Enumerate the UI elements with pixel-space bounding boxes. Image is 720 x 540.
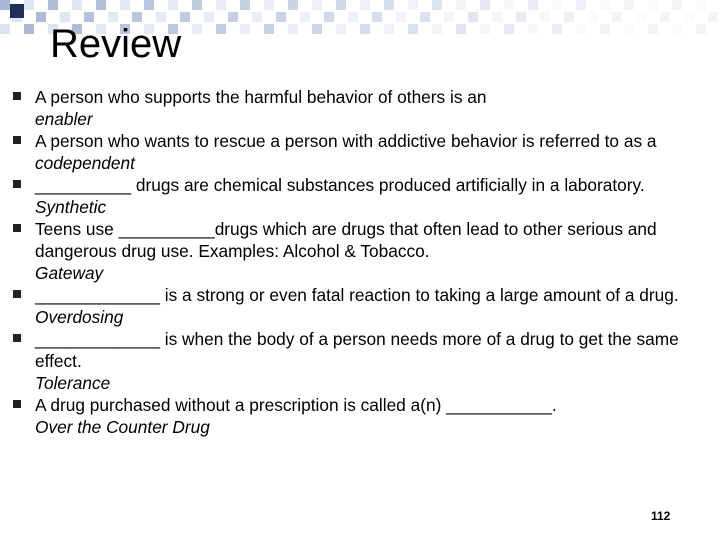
list-item: [0, 218, 720, 284]
question-text: __________ drugs are chemical substances produced artificially in a laboratory.: [35, 175, 645, 195]
answer-text: codependent: [35, 153, 135, 173]
answer-text: Over the Counter Drug: [35, 417, 210, 437]
square-bullet-icon: [13, 290, 21, 298]
slide-title: Review: [50, 22, 182, 66]
answer-text: Gateway: [35, 263, 104, 283]
list-item: [0, 394, 720, 438]
question-text: A person who supports the harmful behavior of others is an: [35, 87, 487, 107]
square-bullet-icon: [13, 180, 21, 188]
answer-text: Synthetic: [35, 197, 107, 217]
square-bullet-icon: [13, 334, 21, 342]
square-bullet-icon: [13, 136, 21, 144]
list-item: [0, 130, 720, 174]
list-item: [0, 328, 720, 394]
answer-text: Overdosing: [35, 307, 124, 327]
square-bullet-icon: [13, 92, 21, 100]
question-text: Teens use __________drugs which are drugs that often lead to other serious and dangerous drug use. Examples: Alcohol & Tobacco.: [35, 219, 657, 261]
question-text: _____________ is a strong or even fatal reaction to taking a large amount of a drug.: [35, 285, 679, 305]
review-list: [0, 86, 720, 438]
answer-text: enabler: [35, 109, 93, 129]
question-text: _____________ is when the body of a person needs more of a drug to get the same effect.: [35, 329, 679, 371]
page-number: 112: [651, 509, 671, 523]
list-item: [0, 174, 720, 218]
question-text: A drug purchased without a prescription is called a(n) ___________.: [35, 395, 557, 415]
list-item: [0, 284, 720, 328]
square-bullet-icon: [13, 400, 21, 408]
answer-text: Tolerance: [35, 373, 111, 393]
question-text: A person who wants to rescue a person with addictive behavior is referred to as a: [35, 131, 657, 151]
square-bullet-icon: [13, 224, 21, 232]
list-item: [0, 86, 720, 130]
